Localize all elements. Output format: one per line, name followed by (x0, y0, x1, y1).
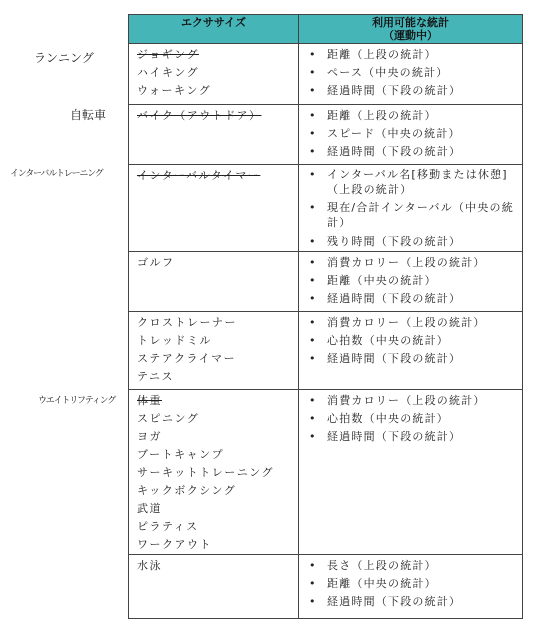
list-item (307, 410, 514, 428)
exercise-name: ワークアウト (137, 538, 212, 551)
exercise-name: スピニング (137, 412, 200, 425)
exercise-name: サーキットトレーニング (137, 466, 275, 479)
bullet-icon: • (309, 168, 317, 181)
list-item (307, 332, 514, 350)
exercise-name: キックボクシング (137, 484, 237, 497)
exercise-cell (129, 44, 299, 105)
list-item (307, 143, 514, 161)
bullet-icon: • (309, 316, 317, 329)
stat-text: 現在/合計インターバル（中央の統計） (327, 201, 514, 229)
table-header-row (129, 15, 523, 44)
list-item (307, 125, 514, 143)
list-item (307, 107, 514, 125)
exercise-name: インターバルタイマー (137, 169, 261, 182)
stats-list (307, 254, 514, 308)
bullet-icon: • (309, 334, 317, 347)
bullet-icon: • (309, 595, 317, 608)
exercise-stats-table (128, 14, 523, 619)
stats-cell (299, 252, 523, 312)
side-label-running: ランニング (34, 51, 94, 65)
exercise-cell (129, 312, 299, 390)
stats-list (307, 557, 514, 611)
list-item (307, 167, 514, 197)
stat-text: 経過時間（下段の統計） (327, 430, 462, 443)
bullet-icon: • (309, 127, 317, 140)
exercise-cell (129, 555, 299, 619)
stat-text: 残り時間（下段の統計） (327, 235, 462, 248)
exercise-cell (129, 252, 299, 312)
header-stats-line1: 利用可能な統計 (372, 16, 449, 29)
bullet-icon: • (309, 577, 317, 590)
stats-list (307, 46, 514, 100)
exercise-name: バイク（アウトドア） (137, 109, 262, 122)
exercise-name: 武道 (137, 502, 162, 515)
stat-text: 経過時間（下段の統計） (327, 145, 462, 158)
table-body (129, 44, 523, 619)
exercise-name: トレッドミル (137, 334, 212, 347)
list-item (307, 314, 514, 332)
side-label-weightlifting: ウエイトリフティング (38, 396, 116, 406)
bullet-icon: • (309, 201, 317, 214)
stats-list (307, 392, 514, 446)
exercise-cell (129, 165, 299, 252)
stat-text: 心拍数（中央の統計） (327, 334, 449, 347)
stat-text: 長さ（上段の統計） (327, 559, 437, 572)
list-item (307, 82, 514, 100)
stat-text: 消費カロリー（上段の統計） (327, 316, 486, 329)
exercise-name: テニス (137, 370, 175, 383)
list-item (307, 46, 514, 64)
header-stats-line2: （運動中） (383, 29, 438, 42)
table-row (129, 252, 523, 312)
list-item (307, 290, 514, 308)
bullet-icon: • (309, 292, 317, 305)
stat-text: 距離（上段の統計） (327, 48, 437, 61)
list-item (307, 350, 514, 368)
table-row (129, 165, 523, 252)
bullet-icon: • (309, 430, 317, 443)
bullet-icon: • (309, 352, 317, 365)
stats-list (307, 167, 514, 251)
stats-cell (299, 165, 523, 252)
header-exercise: エクササイズ (129, 15, 299, 44)
stat-text: 経過時間（下段の統計） (327, 292, 462, 305)
exercise-name: クロストレーナー (137, 316, 237, 329)
exercise-name: ジョギング (137, 48, 199, 61)
stat-text: スピード（中央の統計） (327, 127, 461, 140)
list-item (307, 428, 514, 446)
stat-text: 経過時間（下段の統計） (327, 595, 462, 608)
bullet-icon: • (309, 559, 317, 572)
stats-list (307, 314, 514, 368)
bullet-icon: • (309, 274, 317, 287)
exercise-name: 体重 (137, 394, 162, 407)
side-label-interval-training: インターバルトレーニング (10, 169, 103, 179)
stat-text: 距離（中央の統計） (327, 274, 437, 287)
stat-text: 心拍数（中央の統計） (327, 412, 449, 425)
list-item (307, 575, 514, 593)
bullet-icon: • (309, 256, 317, 269)
stats-cell (299, 312, 523, 390)
bullet-icon: • (309, 412, 317, 425)
list-item (307, 64, 514, 82)
table-row (129, 555, 523, 619)
list-item (307, 272, 514, 290)
exercise-name: ヨガ (137, 430, 162, 443)
list-item (307, 557, 514, 575)
stat-text: 距離（上段の統計） (327, 109, 437, 122)
table-row (129, 390, 523, 555)
bullet-icon: • (309, 394, 317, 407)
header-stats (299, 15, 523, 44)
table-row (129, 312, 523, 390)
list-item (307, 233, 514, 251)
exercise-name: ゴルフ (137, 256, 175, 269)
table-row (129, 44, 523, 105)
bullet-icon: • (309, 145, 317, 158)
exercise-name: ステアクライマー (137, 352, 237, 365)
stat-text: 消費カロリー（上段の統計） (327, 256, 486, 269)
stat-text: 距離（中央の統計） (327, 577, 437, 590)
stat-text: 消費カロリー（上段の統計） (327, 394, 486, 407)
bullet-icon: • (309, 84, 317, 97)
exercise-cell (129, 105, 299, 165)
exercise-name: ウォーキング (137, 84, 212, 97)
exercise-name: 水泳 (137, 559, 162, 572)
stat-text: 経過時間（下段の統計） (327, 84, 462, 97)
table-row (129, 105, 523, 165)
exercise-name: ブートキャンプ (137, 448, 225, 461)
stats-list (307, 107, 514, 161)
side-label-bicycle: 自転車 (70, 108, 107, 122)
bullet-icon: • (309, 48, 317, 61)
stat-text: ペース（中央の統計） (327, 66, 449, 79)
list-item (307, 392, 514, 410)
list-item (307, 200, 514, 230)
exercise-name: ハイキング (137, 66, 200, 79)
bullet-icon: • (309, 235, 317, 248)
bullet-icon: • (309, 66, 317, 79)
stats-cell (299, 44, 523, 105)
stats-cell (299, 105, 523, 165)
stat-text: 経過時間（下段の統計） (327, 352, 462, 365)
bullet-icon: • (309, 109, 317, 122)
stats-cell (299, 390, 523, 555)
list-item (307, 254, 514, 272)
stats-cell (299, 555, 523, 619)
exercise-cell (129, 390, 299, 555)
stat-text: インターバル名[移動または休憩]（上段の統計） (327, 168, 508, 196)
exercise-name: ピラティス (137, 520, 199, 533)
list-item (307, 593, 514, 611)
